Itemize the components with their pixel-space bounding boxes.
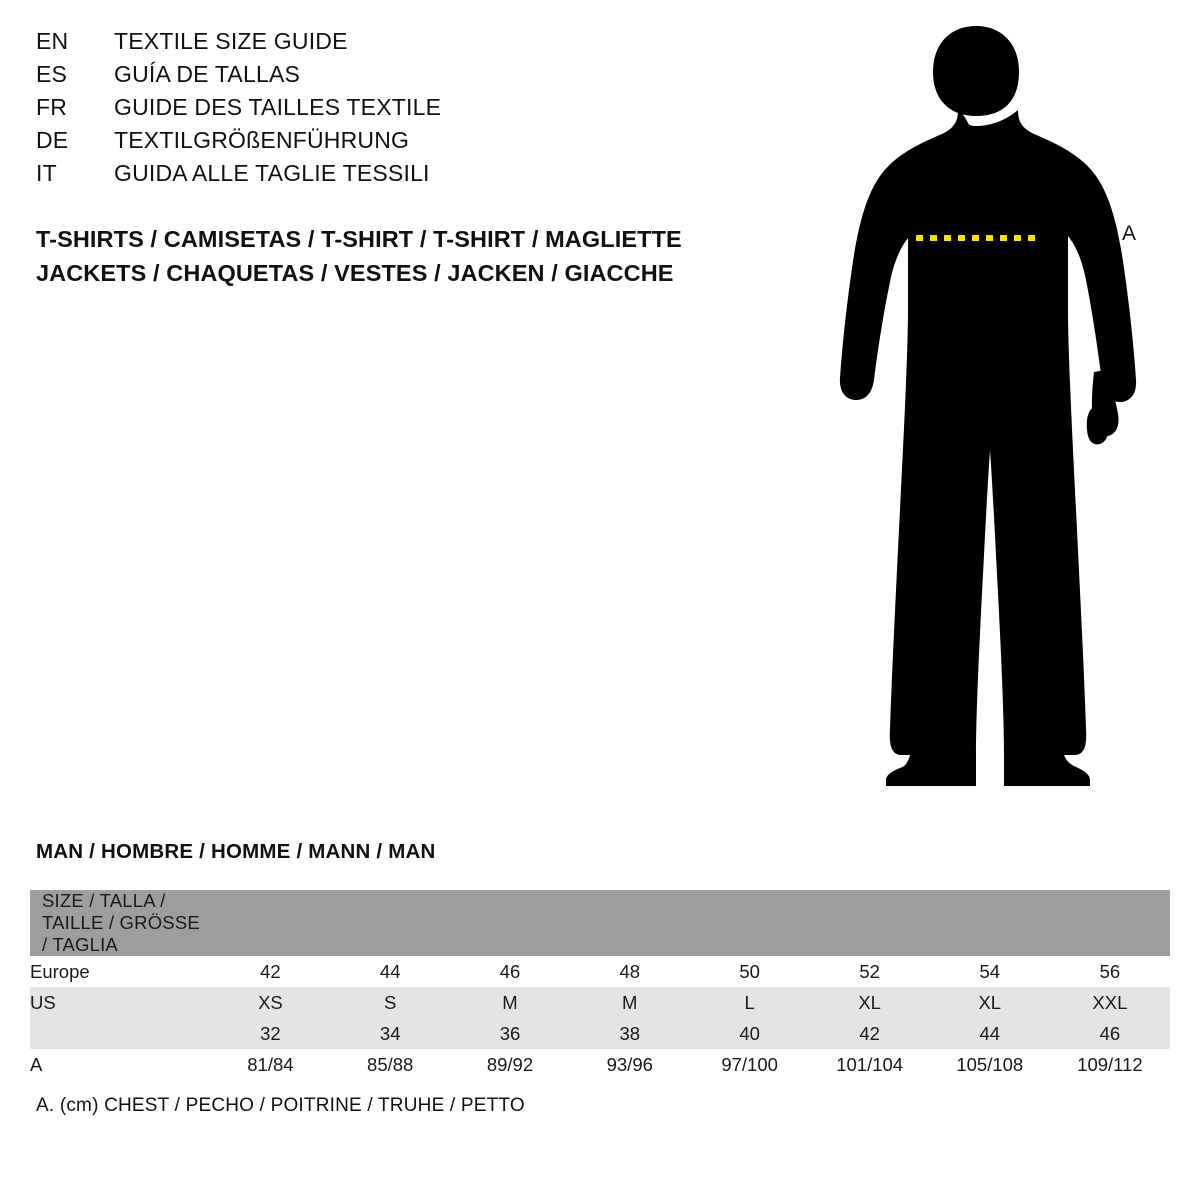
table-header-spacer bbox=[810, 890, 930, 956]
silhouette-icon bbox=[790, 10, 1190, 800]
cell-value: 46 bbox=[450, 956, 570, 987]
cell-value: 46 bbox=[1050, 1018, 1170, 1049]
table-header-spacer bbox=[930, 890, 1050, 956]
cell-value: 38 bbox=[570, 1018, 690, 1049]
cell-value: L bbox=[690, 987, 810, 1018]
size-table bbox=[30, 890, 1170, 1080]
table-header-row bbox=[30, 890, 1170, 956]
cell-value: 44 bbox=[930, 1018, 1050, 1049]
category-block bbox=[36, 222, 682, 290]
cell-value: 56 bbox=[1050, 956, 1170, 987]
cell-value: 36 bbox=[450, 1018, 570, 1049]
row-label bbox=[30, 1018, 211, 1049]
language-title: GUÍA DE TALLAS bbox=[114, 61, 301, 87]
cell-value: XS bbox=[211, 987, 331, 1018]
cell-value: 105/108 bbox=[930, 1049, 1050, 1080]
cell-value: M bbox=[450, 987, 570, 1018]
language-title: GUIDE DES TAILLES TEXTILE bbox=[114, 94, 442, 120]
cell-value: XL bbox=[810, 987, 930, 1018]
cell-value: XXL bbox=[1050, 987, 1170, 1018]
language-code: ES bbox=[36, 61, 68, 87]
cell-value: 42 bbox=[211, 956, 331, 987]
language-code: FR bbox=[36, 94, 68, 120]
language-code: DE bbox=[36, 127, 69, 153]
table-row bbox=[30, 956, 1170, 987]
male-silhouette-figure bbox=[790, 10, 1190, 800]
table-header-spacer bbox=[211, 890, 331, 956]
cell-value: 54 bbox=[930, 956, 1050, 987]
category-tshirts: T-SHIRTS / CAMISETAS / T-SHIRT / T-SHIRT / MAGLIETTE bbox=[36, 226, 682, 252]
cell-value: 34 bbox=[330, 1018, 450, 1049]
language-row bbox=[36, 28, 736, 61]
language-row bbox=[36, 127, 736, 160]
language-code: EN bbox=[36, 28, 69, 54]
cell-value: 32 bbox=[211, 1018, 331, 1049]
cell-value: 89/92 bbox=[450, 1049, 570, 1080]
language-title: TEXTILE SIZE GUIDE bbox=[114, 28, 348, 54]
cell-value: 93/96 bbox=[570, 1049, 690, 1080]
table-header-spacer bbox=[450, 890, 570, 956]
row-label: US bbox=[30, 987, 211, 1018]
table-header-label: SIZE / TALLA / TAILLE / GRÖSSE / TAGLIA bbox=[30, 890, 211, 956]
language-row bbox=[36, 160, 736, 193]
cell-value: M bbox=[570, 987, 690, 1018]
cell-value: 109/112 bbox=[1050, 1049, 1170, 1080]
cell-value: 85/88 bbox=[330, 1049, 450, 1080]
table-footnote: A. (cm) CHEST / PECHO / POITRINE / TRUHE / PETTO bbox=[36, 1095, 525, 1116]
cell-value: XL bbox=[930, 987, 1050, 1018]
cell-value: 97/100 bbox=[690, 1049, 810, 1080]
language-row bbox=[36, 61, 736, 94]
table-group-title: MAN / HOMBRE / HOMME / MANN / MAN bbox=[36, 840, 436, 863]
measure-label-a: A bbox=[1122, 222, 1137, 245]
table-row bbox=[30, 1018, 1170, 1049]
cell-value: S bbox=[330, 987, 450, 1018]
cell-value: 52 bbox=[810, 956, 930, 987]
row-label: Europe bbox=[30, 956, 211, 987]
row-label: A bbox=[30, 1049, 211, 1080]
cell-value: 101/104 bbox=[810, 1049, 930, 1080]
language-title: GUIDA ALLE TAGLIE TESSILI bbox=[114, 160, 430, 186]
table-header-spacer bbox=[1050, 890, 1170, 956]
table-row bbox=[30, 987, 1170, 1018]
table-header-spacer bbox=[570, 890, 690, 956]
cell-value: 48 bbox=[570, 956, 690, 987]
language-row bbox=[36, 94, 736, 127]
table-row bbox=[30, 1049, 1170, 1080]
cell-value: 42 bbox=[810, 1018, 930, 1049]
category-jackets: JACKETS / CHAQUETAS / VESTES / JACKEN / GIACCHE bbox=[36, 260, 674, 286]
cell-value: 44 bbox=[330, 956, 450, 987]
cell-value: 50 bbox=[690, 956, 810, 987]
language-title-block bbox=[36, 28, 736, 193]
table-header-spacer bbox=[330, 890, 450, 956]
table-header-spacer bbox=[690, 890, 810, 956]
language-code: IT bbox=[36, 160, 57, 186]
cell-value: 81/84 bbox=[211, 1049, 331, 1080]
language-title: TEXTILGRÖßENFÜHRUNG bbox=[114, 127, 410, 153]
cell-value: 40 bbox=[690, 1018, 810, 1049]
